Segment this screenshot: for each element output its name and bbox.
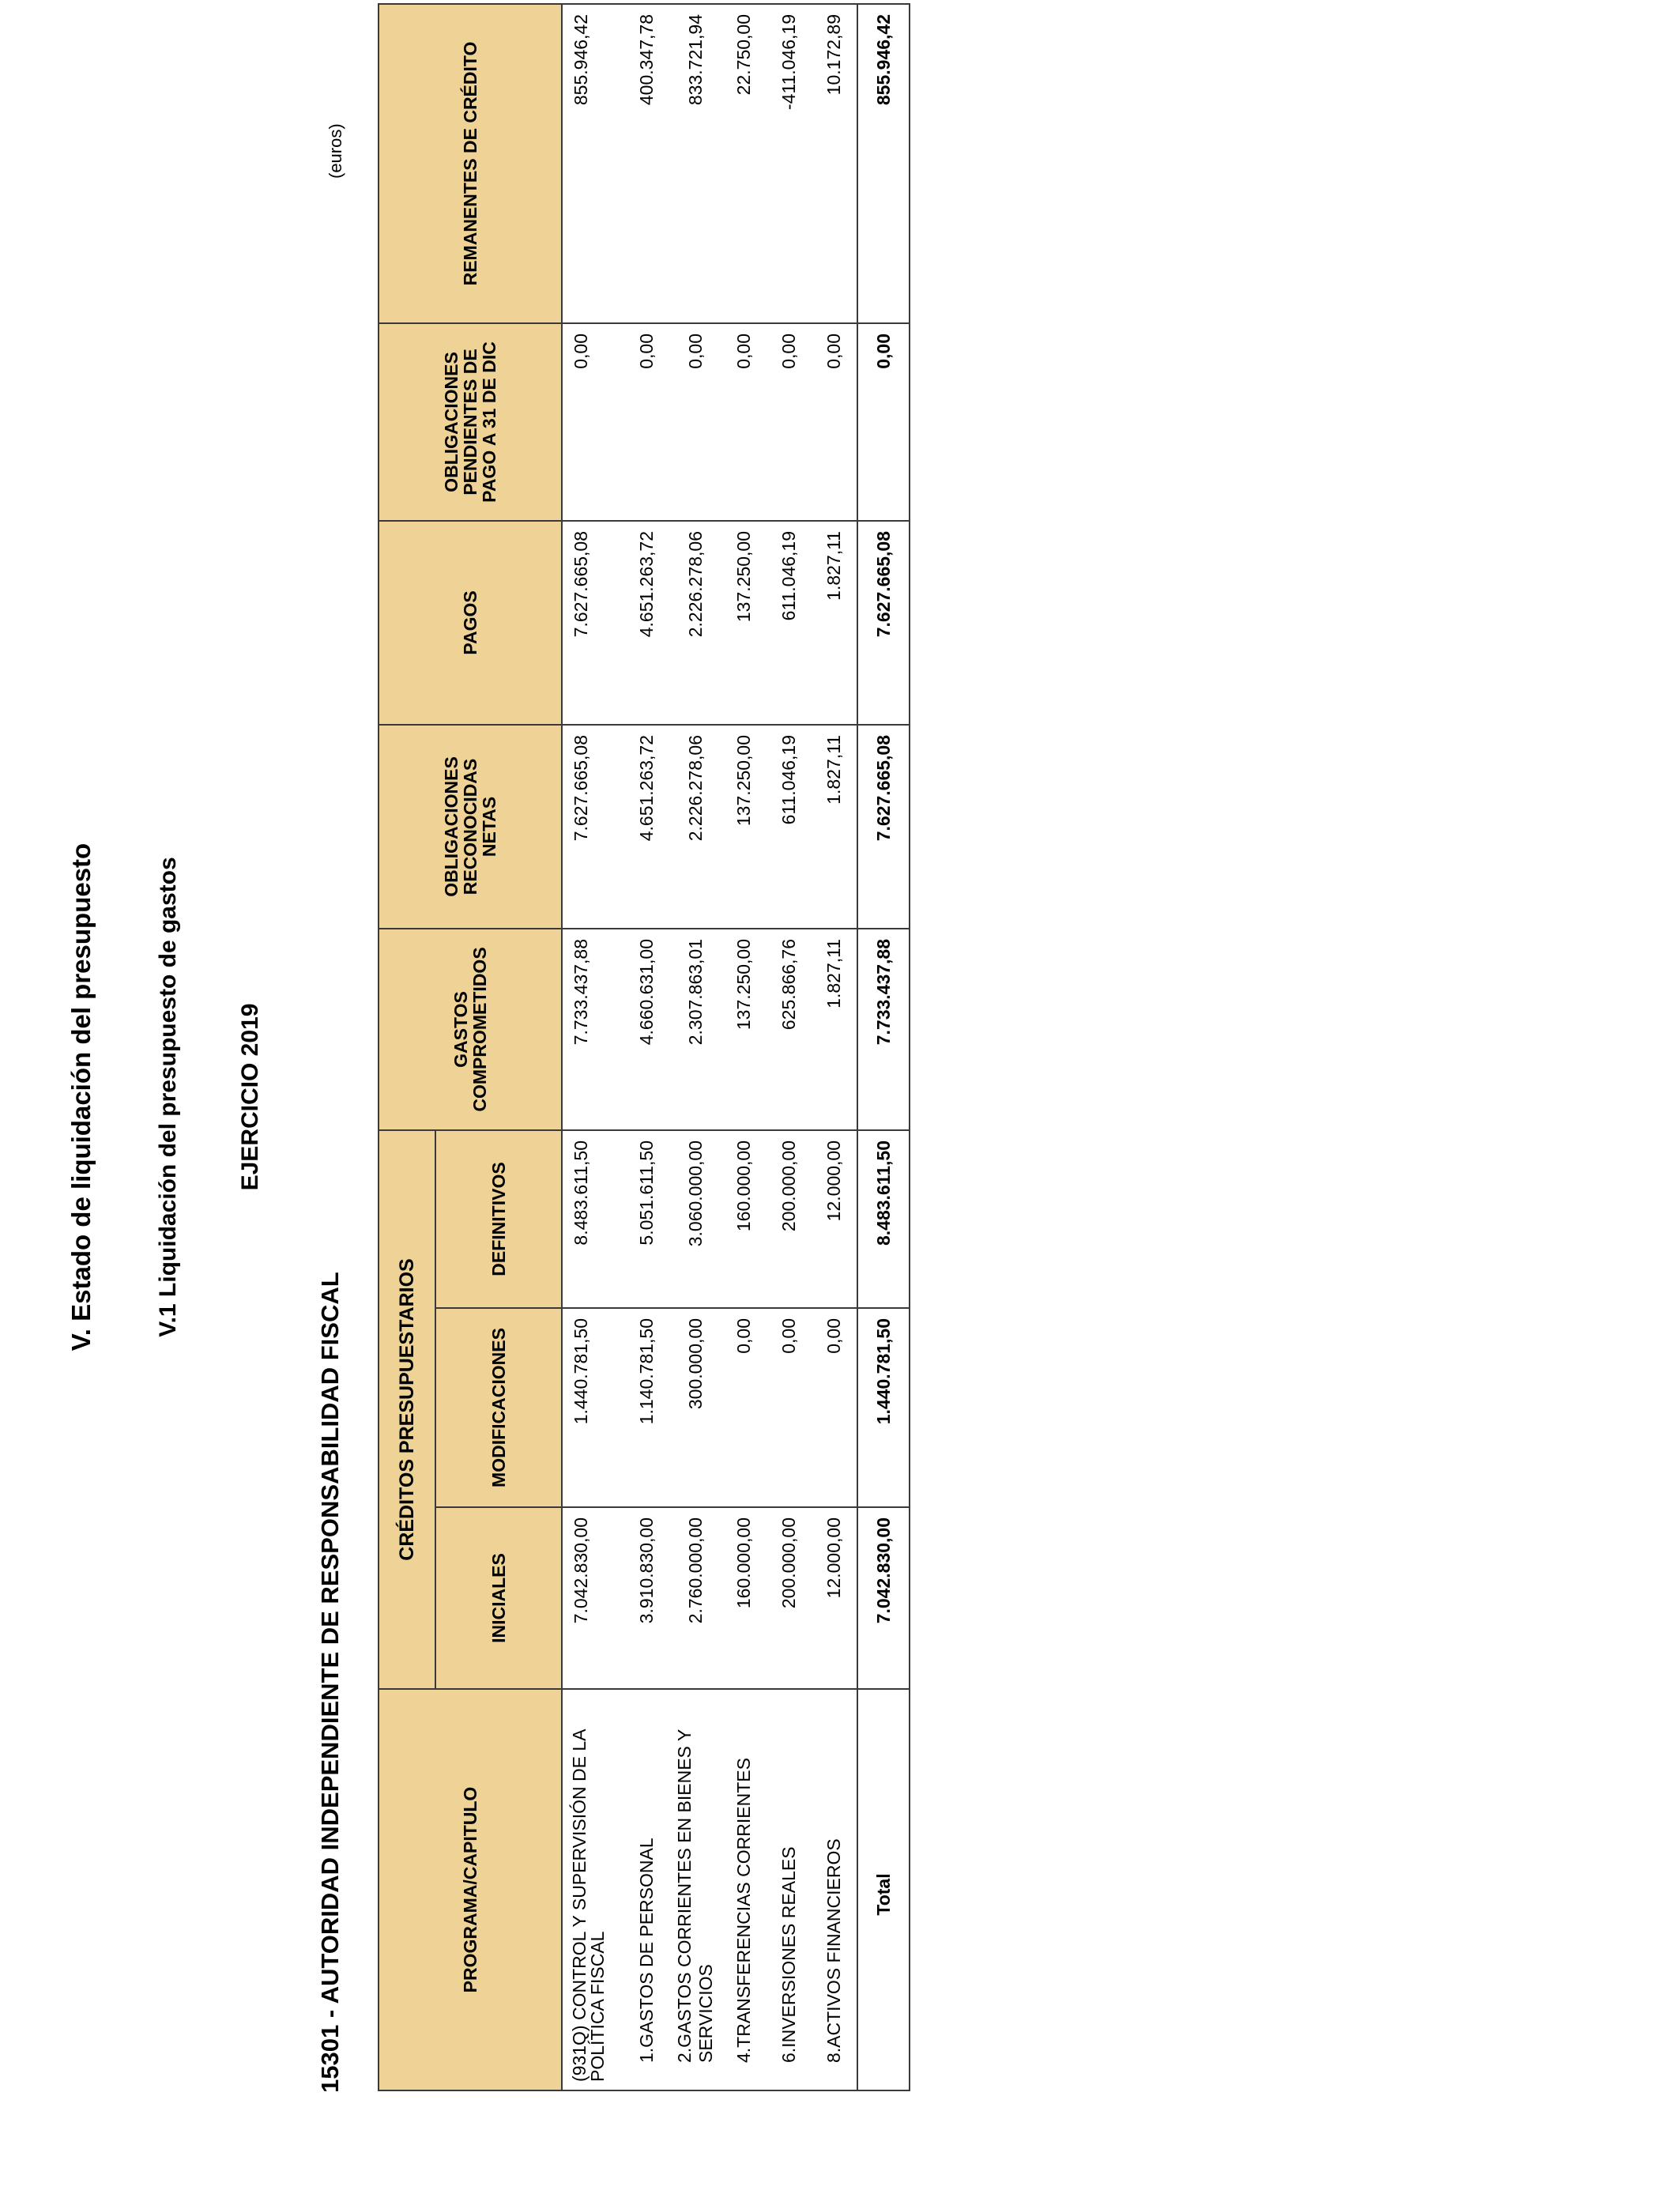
cell-remanentes: -411.046,19: [766, 4, 812, 323]
cell-gastos: 137.250,00: [721, 929, 766, 1130]
exercise-year: EJERCICIO 2019: [237, 1003, 263, 1191]
cell-pendientes: 0,00: [721, 323, 766, 521]
header-definitivos: DEFINITIVOS: [435, 1130, 562, 1308]
header-pagos: PAGOS: [379, 521, 562, 725]
cell-pagos: 7.627.665,08: [562, 521, 623, 725]
header-gastos-comprometidos: GASTOS COMPROMETIDOS: [379, 929, 562, 1130]
cell-obligaciones: 611.046,19: [766, 725, 812, 929]
document-title: V. Estado de liquidación del presupuesto: [66, 843, 96, 1351]
header-obligaciones-pendientes: OBLIGACIONES PENDIENTES DE PAGO A 31 DE DIC: [379, 323, 562, 521]
row-label: 2.GASTOS CORRIENTES EN BIENES Y SERVICIOS: [669, 1689, 721, 2090]
cell-remanentes: 22.750,00: [721, 4, 766, 323]
cell-definitivos: 8.483.611,50: [562, 1130, 623, 1308]
table-row: [812, 4, 857, 2090]
cell-definitivos: 200.000,00: [766, 1130, 812, 1308]
header-remanentes: REMANENTES DE CRÉDITO: [379, 4, 562, 323]
cell-pendientes: 0,00: [623, 323, 669, 521]
cell-modificaciones: 0,00: [721, 1308, 766, 1507]
row-label: 1.GASTOS DE PERSONAL: [623, 1689, 669, 2090]
header-programa: PROGRAMA/CAPITULO: [379, 1689, 562, 2090]
cell-definitivos: 12.000,00: [812, 1130, 857, 1308]
cell-pagos: 4.651.263,72: [623, 521, 669, 725]
cell-pagos: 1.827,11: [812, 521, 857, 725]
cell-modificaciones: 1.140.781,50: [623, 1308, 669, 1507]
cell-definitivos: 3.060.000,00: [669, 1130, 721, 1308]
cell-gastos: 2.307.863,01: [669, 929, 721, 1130]
cell-modificaciones: 300.000,00: [669, 1308, 721, 1507]
cell-remanentes: 855.946,42: [562, 4, 623, 323]
header-modificaciones: MODIFICACIONES: [435, 1308, 562, 1507]
cell-obligaciones: 4.651.263,72: [623, 725, 669, 929]
cell-gastos: 4.660.631,00: [623, 929, 669, 1130]
units-label: (euros): [326, 123, 345, 179]
cell-remanentes: 400.347,78: [623, 4, 669, 323]
total-pendientes: 0,00: [857, 323, 910, 521]
row-label: 6.INVERSIONES REALES: [766, 1689, 812, 2090]
cell-pendientes: 0,00: [812, 323, 857, 521]
cell-pendientes: 0,00: [562, 323, 623, 521]
cell-pagos: 2.226.278,06: [669, 521, 721, 725]
total-label: Total: [857, 1689, 910, 2090]
total-definitivos: 8.483.611,50: [857, 1130, 910, 1308]
cell-pendientes: 0,00: [766, 323, 812, 521]
table-row: [669, 4, 721, 2090]
total-pagos: 7.627.665,08: [857, 521, 910, 725]
cell-gastos: 625.866,76: [766, 929, 812, 1130]
total-obligaciones: 7.627.665,08: [857, 725, 910, 929]
entity-name: 15301 - AUTORIDAD INDEPENDIENTE DE RESPONSABILIDAD FISCAL: [316, 1272, 344, 2093]
cell-definitivos: 160.000,00: [721, 1130, 766, 1308]
cell-obligaciones: 137.250,00: [721, 725, 766, 929]
cell-iniciales: 7.042.830,00: [562, 1507, 623, 1689]
row-label: (931Q) CONTROL Y SUPERVISIÓN DE LA POLÍTICA FISCAL: [562, 1689, 623, 2090]
cell-iniciales: 12.000,00: [812, 1507, 857, 1689]
cell-modificaciones: 1.440.781,50: [562, 1308, 623, 1507]
table-row: [562, 4, 623, 2090]
cell-definitivos: 5.051.611,50: [623, 1130, 669, 1308]
cell-iniciales: 2.760.000,00: [669, 1507, 721, 1689]
cell-gastos: 7.733.437,88: [562, 929, 623, 1130]
table-row: [721, 4, 766, 2090]
header-obligaciones-reconocidas: OBLIGACIONES RECONOCIDAS NETAS: [379, 725, 562, 929]
total-gastos: 7.733.437,88: [857, 929, 910, 1130]
cell-iniciales: 160.000,00: [721, 1507, 766, 1689]
total-iniciales: 7.042.830,00: [857, 1507, 910, 1689]
cell-obligaciones: 1.827,11: [812, 725, 857, 929]
budget-table: [378, 3, 910, 2091]
header-iniciales: INICIALES: [435, 1507, 562, 1689]
header-creditos-presupuestarios: CRÉDITOS PRESUPUESTARIOS: [379, 1130, 435, 1689]
cell-obligaciones: 7.627.665,08: [562, 725, 623, 929]
cell-modificaciones: 0,00: [812, 1308, 857, 1507]
cell-pagos: 137.250,00: [721, 521, 766, 725]
cell-pendientes: 0,00: [669, 323, 721, 521]
row-label: 4.TRANSFERENCIAS CORRIENTES: [721, 1689, 766, 2090]
total-remanentes: 855.946,42: [857, 4, 910, 323]
cell-modificaciones: 0,00: [766, 1308, 812, 1507]
table-header: [379, 4, 562, 2090]
cell-iniciales: 200.000,00: [766, 1507, 812, 1689]
cell-iniciales: 3.910.830,00: [623, 1507, 669, 1689]
cell-pagos: 611.046,19: [766, 521, 812, 725]
total-row: [857, 4, 910, 2090]
cell-remanentes: 10.172,89: [812, 4, 857, 323]
row-label: 8.ACTIVOS FINANCIEROS: [812, 1689, 857, 2090]
table-row: [766, 4, 812, 2090]
table-body: [562, 4, 910, 2090]
table-row: [623, 4, 669, 2090]
cell-remanentes: 833.721,94: [669, 4, 721, 323]
cell-obligaciones: 2.226.278,06: [669, 725, 721, 929]
total-modificaciones: 1.440.781,50: [857, 1308, 910, 1507]
document-subtitle: V.1 Liquidación del presupuesto de gastos: [155, 857, 181, 1337]
cell-gastos: 1.827,11: [812, 929, 857, 1130]
